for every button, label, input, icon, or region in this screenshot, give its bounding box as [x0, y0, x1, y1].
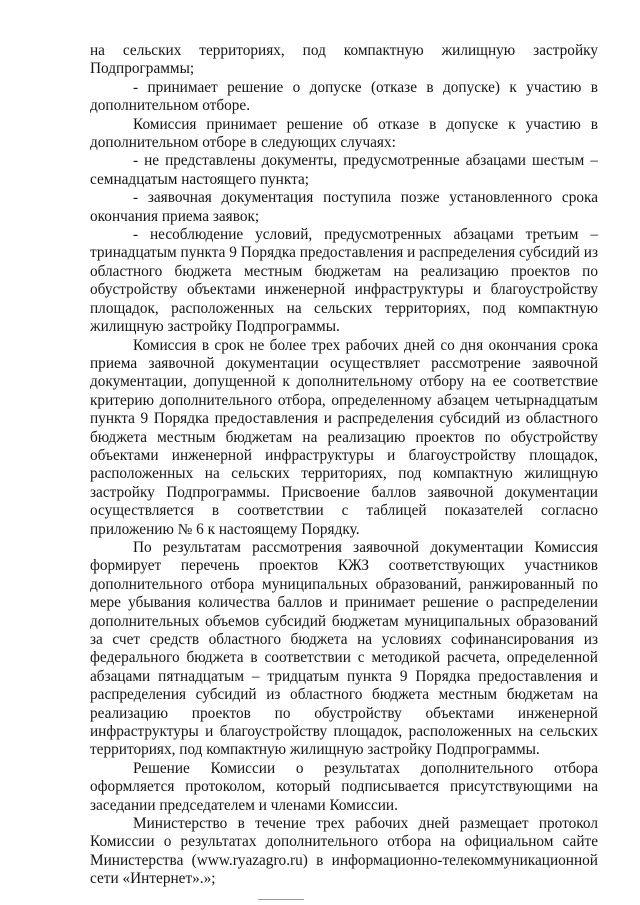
paragraph-refusal-late: - заявочная документация поступила позже установленного срока окончания приема заявок;: [90, 189, 598, 225]
paragraph-refusal-documents: - не представлены документы, предусмотренные абзацами шестым – семнадцатым настоящего пункта;: [90, 152, 598, 188]
paragraph-publication: Министерство в течение трех рабочих дней размещает протокол Комиссии о результатах дополнительного отбора на официальном сайте Министерства (www.ryazagro.ru) в информационно-телекоммуникационной сети «Интернет».»;: [90, 815, 598, 888]
document-body: [90, 42, 598, 889]
paragraph-continuation: на сельских территориях, под компактную жилищную застройку Подпрограммы;: [90, 42, 598, 78]
paragraph-review: Комиссия в срок не более трех рабочих дней со дня окончания срока приема заявочной документации осуществляет рассмотрение заявочной документации, допущенной к дополнительному отбору на ее соответствие критерию дополнительного отбора, определенному абзацем четырнадцатым пункта 9 Порядка предоставления и распределения субсидий из областного бюджета местным бюджетам на реализацию проектов по обустройству объектами инженерной инфраструктуры и благоустройству площадок, расположенных на сельских территориях, под компактную жилищную застройку Подпрограммы. Присвоение баллов заявочной документации осуществляется в соответствии с таблицей показателей согласно приложению № 6 к настоящему Порядку.: [90, 336, 598, 538]
scan-artifact-line: [258, 899, 304, 900]
paragraph-protocol: Решение Комиссии о результатах дополнительного отбора оформляется протоколом, который подписывается присутствующими на заседании председателем и членами Комиссии.: [90, 759, 598, 814]
paragraph-refusal-conditions: - несоблюдение условий, предусмотренных абзацами третьим – тринадцатым пункта 9 Порядка предоставления и распределения субсидий из областного бюджета местным бюджетам на реализацию проектов по обустройству объектами инженерной инфраструктуры и благоустройству площадок, расположенных на сельских территориях, под компактную жилищную застройку Подпрограммы.: [90, 226, 598, 336]
paragraph-refusal-intro: Комиссия принимает решение об отказе в допуске к участию в дополнительном отборе в следующих случаях:: [90, 115, 598, 152]
paragraph-admission-decision: - принимает решение о допуске (отказе в допуске) к участию в дополнительном отборе.: [90, 78, 598, 115]
paragraph-ranking: По результатам рассмотрения заявочной документации Комиссия формирует перечень проектов КЖЗ соответствующих участников дополнительного отбора муниципальных образований, ранжированный по мере убывания количества баллов и принимает решение о распределении дополнительных объемов субсидий бюджетам муниципальных образований за счет средств областного бюджета на условиях софинансирования из федерального бюджета в соответствии с методикой расчета, определенной абзацами пятнадцатым – тридцатым пункта 9 Порядка предоставления и распределения субсидий из областного бюджета местным бюджетам на реализацию проектов по обустройству объектами инженерной инфраструктуры и благоустройству площадок, расположенных на сельских территориях, под компактную жилищную застройку Подпрограммы.: [90, 538, 598, 759]
